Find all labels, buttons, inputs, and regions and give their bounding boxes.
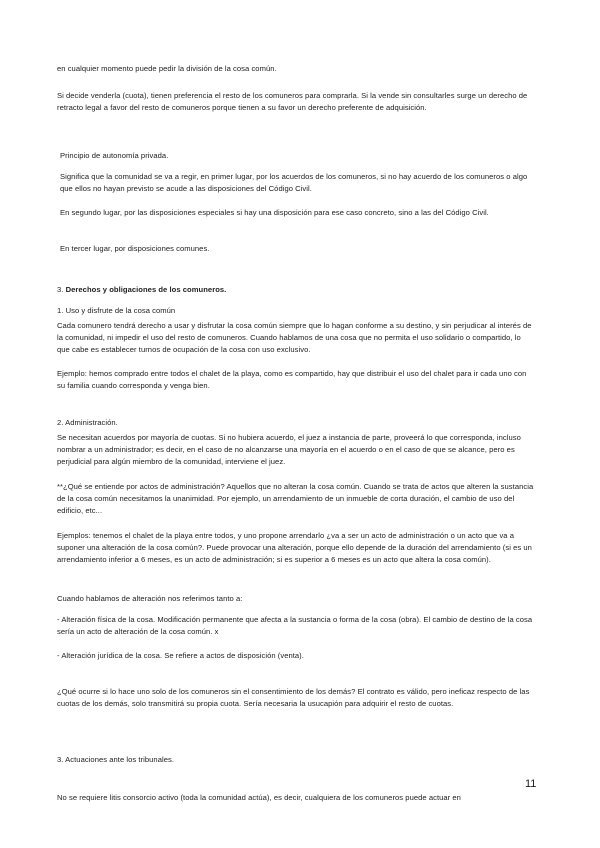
subsection-heading: 1. Uso y disfrute de la cosa común xyxy=(57,306,176,315)
section-number: 3. xyxy=(57,285,66,294)
subsection-heading: 2. Administración. xyxy=(57,418,118,427)
paragraph: Cuando hablamos de alteración nos referimos tanto a: xyxy=(57,594,243,603)
subsection-heading: 3. Actuaciones ante los tribunales. xyxy=(57,755,174,764)
paragraph: Cada comunero tendrá derecho a usar y disfrutar la cosa común siempre que lo hagan conforme a su destino, y sin perjudicar al interés de la comunidad, ni impedir el uso del resto de comuneros. Cuando hablamos de una cosa que no permita el uso solidario o compartido, lo que cabe es establecer turnos de ocupación de la cosa con uso exclusivo. xyxy=(57,321,532,355)
section-heading: Principio de autonomía privada. xyxy=(60,151,169,160)
section-title: Derechos y obligaciones de los comuneros. xyxy=(65,285,227,294)
list-item: - Alteración jurídica de la cosa. Se refiere a actos de disposición (venta). xyxy=(57,651,304,660)
paragraph: No se requiere litis consorcio activo (toda la comunidad actúa), es decir, cualquiera de los comuneros puede actuar en xyxy=(57,793,461,802)
paragraph: Ejemplos: tenemos el chalet de la playa entre todos, y uno propone arrendarlo ¿va a ser un acto de administración o un acto que va a suponer una alteración de la cosa común?. Puede provocar una alteración, porque ello depende de la duración del arrendamiento (si es un arrendamiento inferior a 6 meses, es un acto de administración; si es superior a 6 meses es un acto que altera la cosa común). xyxy=(57,531,532,565)
paragraph: ¿Qué ocurre si lo hace uno solo de los comuneros sin el consentimiento de los demás? El contrato es válido, pero ineficaz respecto de las cuotas de los demás, solo transmitirá su propia cuota. Sería necesaria la usucapión para adquirir el resto de cuotas. xyxy=(57,687,530,709)
section-heading-3 xyxy=(57,284,535,296)
paragraph: Si decide venderla (cuota), tienen preferencia el resto de los comuneros para comprarla. Si la vende sin consultarles surge un derecho de retracto legal a favor del resto de comuneros porque tienen a su favor un derecho preferente de adquisición. xyxy=(57,91,528,113)
paragraph: Se necesitan acuerdos por mayoría de cuotas. Si no hubiera acuerdo, el juez a instancia de parte, proveerá lo que corresponda, incluso nombrar a un administrador; es decir, en el caso de no alcanzarse una mayoría en el acuerdo o en el caso de que se alcance, pero es perjudicial para algún miembro de la comunidad, interviene el juez. xyxy=(57,433,521,467)
list-item: - Alteración física de la cosa. Modificación permanente que afecta a la sustancia o forma de la cosa (obra). El cambio de destino de la cosa sería un acto de alteración de la cosa común. x xyxy=(57,615,533,637)
paragraph: Ejemplo: hemos comprado entre todos el chalet de la playa, como es compartido, hay que distribuir el uso del chalet para ir cada uno con su familia cuando corresponda y venga bien. xyxy=(57,369,527,391)
page-number: 11 xyxy=(525,778,537,790)
paragraph: en cualquier momento puede pedir la división de la cosa común. xyxy=(57,64,277,73)
paragraph: **¿Qué se entiende por actos de administración? Aquellos que no alteran la cosa común. Cuando se trata de actos que alteren la sustancia de la cosa común necesitamos la unanimidad. Por ejemplo, un arrendamiento de un inmueble de corta duración, el cambio de uso del edificio, etc... xyxy=(57,482,534,516)
paragraph: En tercer lugar, por disposiciones comunes. xyxy=(60,244,210,253)
paragraph: Significa que la comunidad se va a regir, en primer lugar, por los acuerdos de los comuneros, si no hay acuerdo de los comuneros o algo que ellos no hayan previsto se acude a las disposiciones del Código Civil. xyxy=(60,172,528,194)
paragraph: En segundo lugar, por las disposiciones especiales si hay una disposición para ese caso concreto, sino a las del Código Civil. xyxy=(60,208,489,217)
